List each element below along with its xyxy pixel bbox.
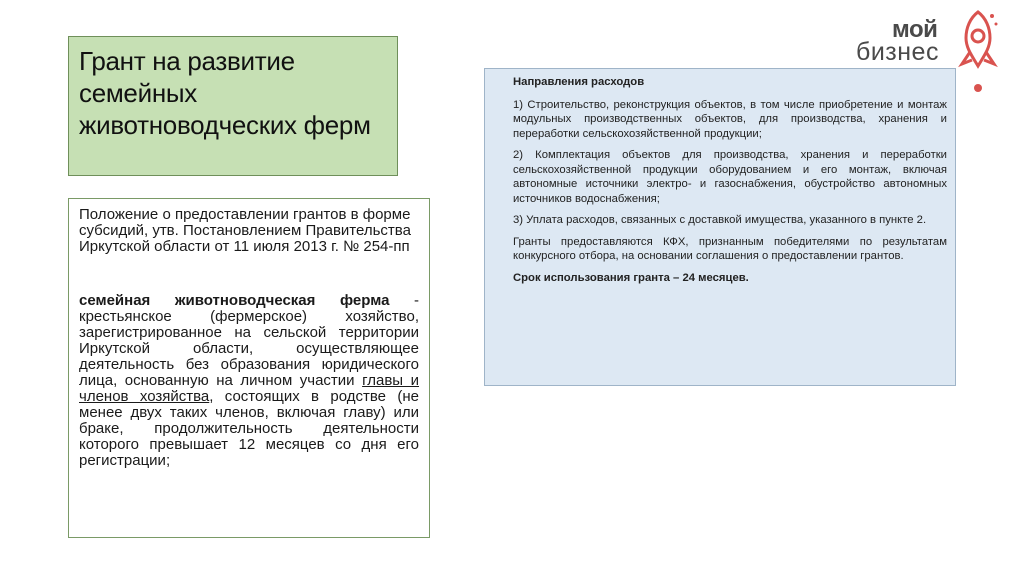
expenses-heading: Направления расходов: [513, 76, 645, 88]
definition-part-1: - крестьянское (фермерское) хозяйство, зарегистрированное на сельской территории Иркутской области, осуществляющее деятельность без образования юридического лица, основанную на личном участии: [79, 292, 419, 389]
definition-part-2: , состоящих в родстве (не менее двух таких членов, включая главу) или браке, продолжительность деятельности которого превышает 12 месяцев со дня его регистрации;: [79, 388, 419, 469]
definition-underlined: главы и членов хозяйства: [79, 372, 419, 405]
expense-item-1: 1) Строительство, реконструкция объектов, в том числе приобретение и монтаж модульных производственных объектов, для производства, хранения и переработки сельскохозяйственной продукции;: [513, 98, 947, 140]
definition-text: [79, 293, 419, 469]
regulation-box: [68, 198, 430, 538]
expense-item-3: 3) Уплата расходов, связанных с доставкой имущества, указанного в пункте 2.: [513, 214, 927, 226]
expenses-box: [484, 68, 956, 386]
grant-term-note: Срок использования гранта – 24 месяцев.: [513, 271, 749, 284]
title-box: [68, 36, 398, 176]
definition-term: семейная животноводческая ферма: [79, 292, 390, 309]
regulation-text: Положение о предоставлении грантов в форме субсидий, утв. Постановлением Правительства Иркутской области от 11 июля 2013 г. № 254-пп: [79, 206, 411, 255]
page-title: Грант на развитие семейных животноводческих ферм: [79, 46, 371, 140]
logo-word-moy: мой: [892, 16, 938, 43]
logo-word-biznes: бизнес: [856, 38, 939, 66]
expense-item-2: 2) Комплектация объектов для производства, хранения и переработки сельскохозяйственной продукции оборудованием и его монтаж, включая автономные источники электро- и газоснабжения, обустройство автономных источников водоснабжения;: [513, 149, 947, 205]
grants-note: Гранты предоставляются КФХ, признанным победителями по результатам конкурсного отбора, на основании соглашения о предоставлении грантов.: [513, 235, 947, 262]
rocket-pin-icon: [958, 8, 998, 100]
